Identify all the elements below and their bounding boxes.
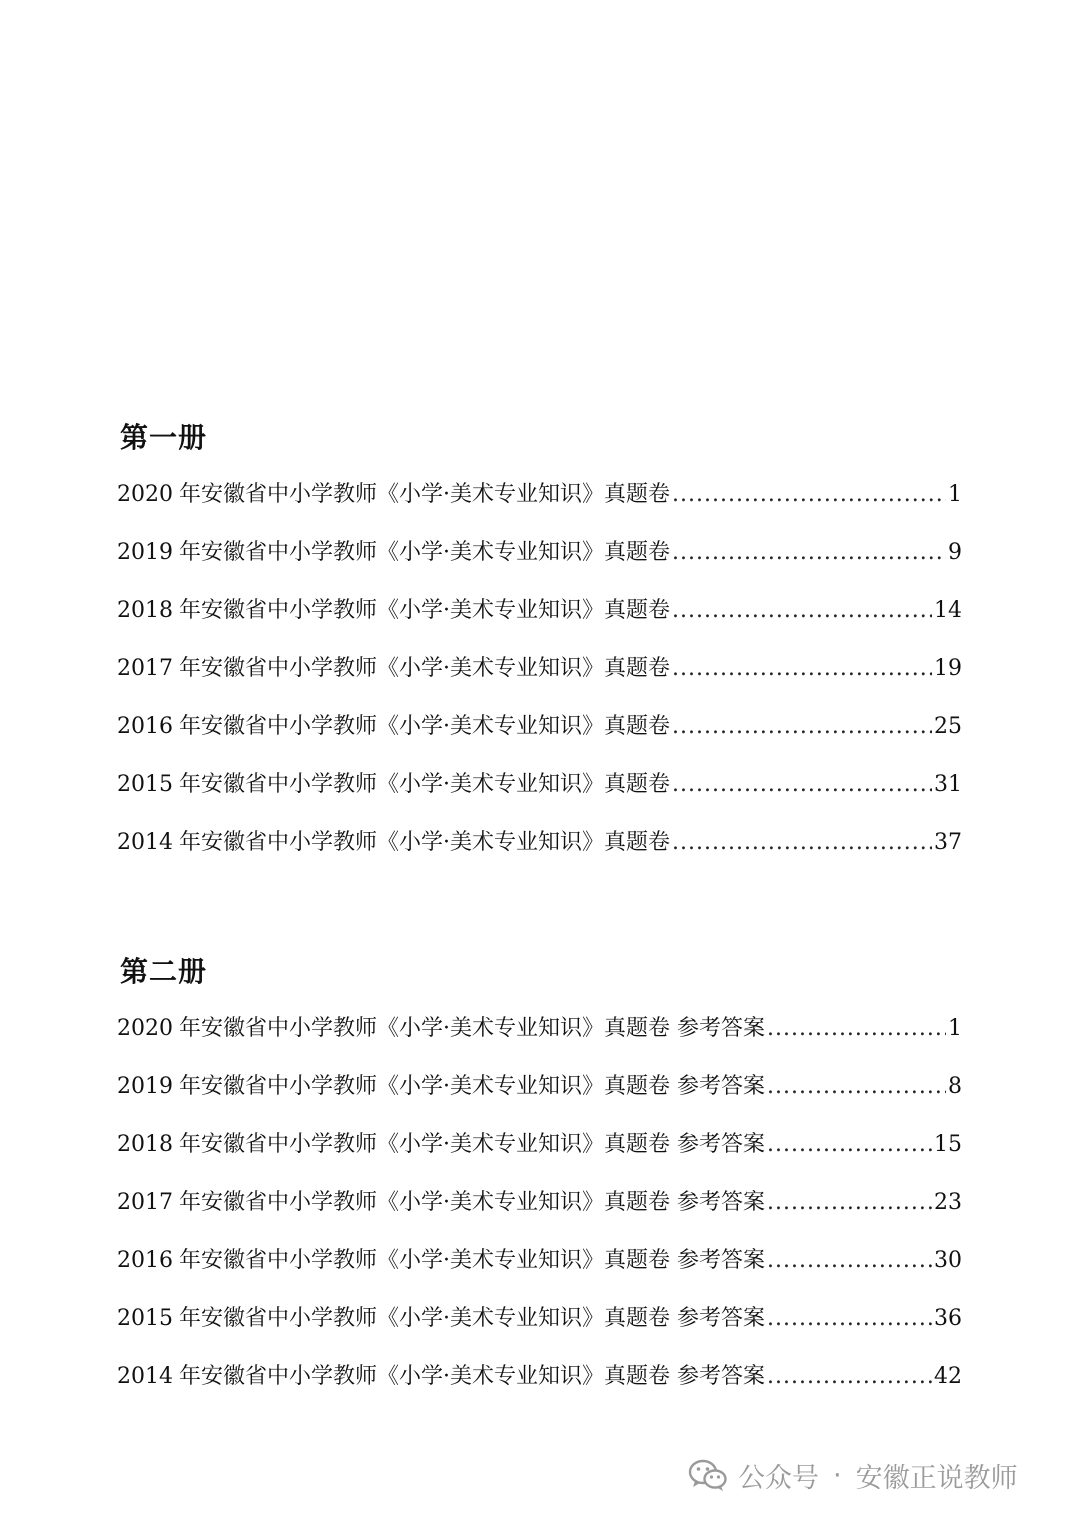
toc-entry <box>117 538 962 596</box>
toc-entry-year: 2020 <box>117 1016 173 1041</box>
toc-entry-year: 2014 <box>117 1364 173 1389</box>
toc-entry-title: 年安徽省中小学教师《小学·美术专业知识》真题卷 <box>179 482 670 507</box>
volume-2-section <box>117 952 962 1420</box>
toc-entry-year: 2018 <box>117 1132 173 1157</box>
toc-entry <box>117 712 962 770</box>
toc-leader-dots <box>767 1014 946 1044</box>
toc-entry <box>117 1130 962 1188</box>
toc-entry-year: 2016 <box>117 714 173 739</box>
toc-leader-dots <box>672 538 946 568</box>
toc-entry-title: 年安徽省中小学教师《小学·美术专业知识》真题卷 <box>179 772 670 797</box>
toc-leader-dots <box>672 480 946 510</box>
toc-entry-year: 2014 <box>117 830 173 855</box>
toc-entry-page-number: 9 <box>948 540 962 565</box>
toc-entry-page-number: 1 <box>948 1016 962 1041</box>
toc-entry-title: 年安徽省中小学教师《小学·美术专业知识》真题卷 <box>179 540 670 565</box>
toc-entry-page-number: 37 <box>934 830 962 855</box>
toc-entry <box>117 1246 962 1304</box>
toc-entry-title: 年安徽省中小学教师《小学·美术专业知识》真题卷 参考答案 <box>179 1306 765 1331</box>
watermark <box>688 1452 1018 1498</box>
toc-entry <box>117 654 962 712</box>
toc-entry-page-number: 1 <box>948 482 962 507</box>
toc-entry-title: 年安徽省中小学教师《小学·美术专业知识》真题卷 <box>179 830 670 855</box>
toc-entry-year: 2019 <box>117 1074 173 1099</box>
toc-entry-page-number: 15 <box>934 1132 962 1157</box>
toc-entry <box>117 770 962 828</box>
toc-entry-page-number: 42 <box>934 1364 962 1389</box>
wechat-icon <box>688 1458 728 1492</box>
toc-leader-dots <box>672 654 932 684</box>
toc-entry <box>117 1188 962 1246</box>
toc-entry-title: 年安徽省中小学教师《小学·美术专业知识》真题卷 参考答案 <box>179 1016 765 1041</box>
toc-leader-dots <box>767 1188 932 1218</box>
toc-entry-page-number: 14 <box>934 598 962 623</box>
watermark-separator: · <box>833 1459 842 1491</box>
toc-entry-page-number: 8 <box>948 1074 962 1099</box>
toc-entry-page-number: 31 <box>934 772 962 797</box>
toc-entry-title: 年安徽省中小学教师《小学·美术专业知识》真题卷 参考答案 <box>179 1074 765 1099</box>
toc-entry-title: 年安徽省中小学教师《小学·美术专业知识》真题卷 <box>179 598 670 623</box>
toc-entry-title: 年安徽省中小学教师《小学·美术专业知识》真题卷 参考答案 <box>179 1190 765 1215</box>
volume-1-toc-list <box>117 480 962 886</box>
toc-entry-title: 年安徽省中小学教师《小学·美术专业知识》真题卷 参考答案 <box>179 1248 765 1273</box>
toc-entry-year: 2018 <box>117 598 173 623</box>
toc-leader-dots <box>672 770 932 800</box>
toc-entry-year: 2015 <box>117 1306 173 1331</box>
toc-entry-year: 2017 <box>117 656 173 681</box>
toc-leader-dots <box>767 1130 932 1160</box>
toc-leader-dots <box>767 1072 946 1102</box>
toc-leader-dots <box>672 828 932 858</box>
toc-entry-page-number: 25 <box>934 714 962 739</box>
toc-leader-dots <box>767 1362 932 1392</box>
toc-entry-page-number: 23 <box>934 1190 962 1215</box>
toc-entry <box>117 1362 962 1420</box>
toc-entry <box>117 828 962 886</box>
toc-entry <box>117 1072 962 1130</box>
toc-entry <box>117 596 962 654</box>
toc-entry-year: 2015 <box>117 772 173 797</box>
toc-leader-dots <box>767 1304 932 1334</box>
toc-entry-title: 年安徽省中小学教师《小学·美术专业知识》真题卷 参考答案 <box>179 1132 765 1157</box>
toc-entry <box>117 1304 962 1362</box>
volume-2-toc-list <box>117 1014 962 1420</box>
toc-leader-dots <box>767 1246 932 1276</box>
volume-1-title: 第一册 <box>120 421 208 454</box>
volume-1-section <box>117 418 962 886</box>
toc-entry-title: 年安徽省中小学教师《小学·美术专业知识》真题卷 <box>179 714 670 739</box>
toc-entry-title: 年安徽省中小学教师《小学·美术专业知识》真题卷 参考答案 <box>179 1364 765 1389</box>
toc-entry <box>117 480 962 538</box>
watermark-prefix: 公众号 <box>738 1462 819 1494</box>
toc-entry-page-number: 36 <box>934 1306 962 1331</box>
toc-entry-year: 2016 <box>117 1248 173 1273</box>
volume-2-title: 第二册 <box>120 955 208 988</box>
toc-entry-year: 2017 <box>117 1190 173 1215</box>
watermark-account: 安徽正说教师 <box>855 1462 1018 1494</box>
toc-entry-year: 2019 <box>117 540 173 565</box>
toc-entry-page-number: 19 <box>934 656 962 681</box>
toc-leader-dots <box>672 596 932 626</box>
toc-entry-year: 2020 <box>117 482 173 507</box>
toc-entry-page-number: 30 <box>934 1248 962 1273</box>
toc-entry <box>117 1014 962 1072</box>
toc-entry-title: 年安徽省中小学教师《小学·美术专业知识》真题卷 <box>179 656 670 681</box>
toc-leader-dots <box>672 712 932 742</box>
